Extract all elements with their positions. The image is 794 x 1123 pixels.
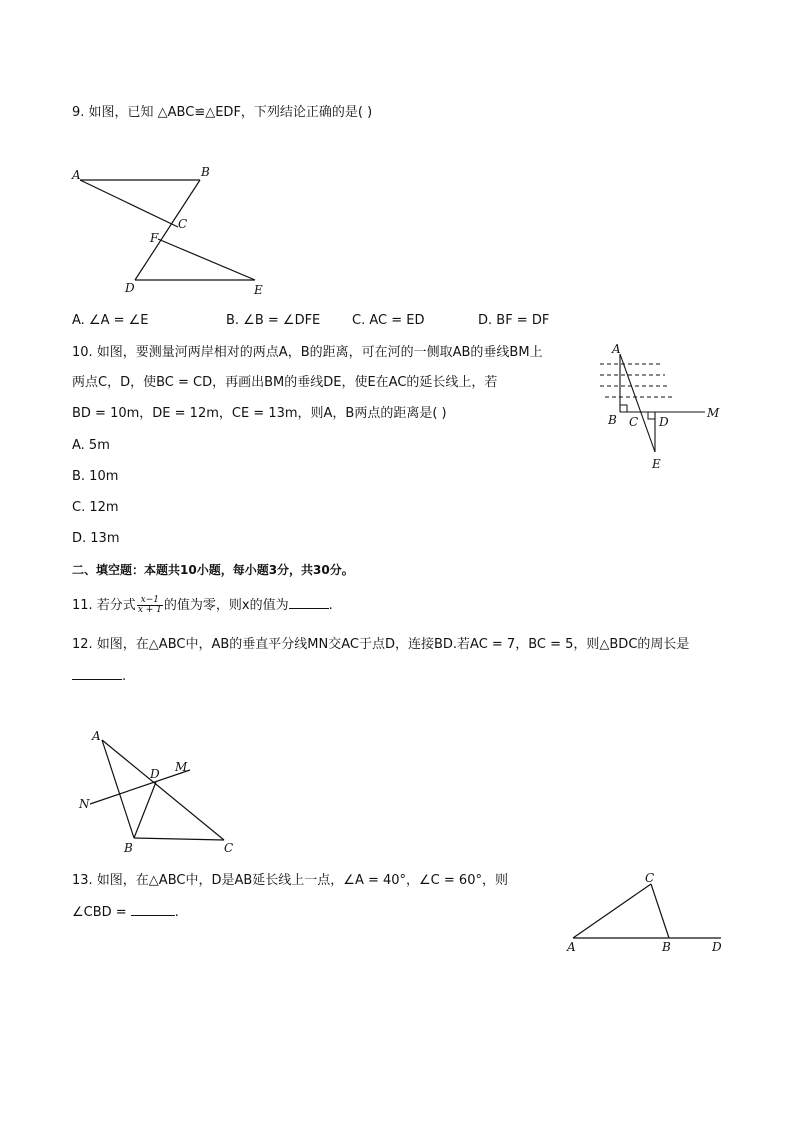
q11-numerator: x−1	[137, 596, 163, 606]
q13-label-d: D	[712, 940, 722, 954]
q10-option-b: B. 10m	[72, 469, 119, 484]
q12-line-1: 12. 如图，在△ABC中，AB的垂直平分线MN交AC于点D，连接BD.若AC = 7，BC = 5，则△BDC的周长是	[72, 637, 690, 652]
q12-answer-blank[interactable]	[72, 667, 122, 680]
q13-answer-blank[interactable]	[131, 903, 175, 916]
q13-label-a: A	[567, 940, 576, 954]
q10-option-c: C. 12m	[72, 500, 119, 515]
q10-option-a: A. 5m	[72, 438, 110, 453]
q10-label-c: C	[629, 415, 639, 429]
q9-label-e: E	[254, 283, 263, 297]
q10-line-2: 两点C，D，使BC = CD，再画出BM的垂线DE，使E在AC的延长线上，若	[72, 375, 498, 390]
q11-pre: 11. 若分式	[72, 598, 136, 613]
q9-figure	[70, 160, 270, 300]
q9-option-a: A. ∠A = ∠E	[72, 313, 149, 328]
q12-end: .	[122, 669, 127, 684]
section-2-heading: 二、填空题：本题共10小题，每小题3分，共30分。	[72, 563, 354, 577]
q11-denominator: x + 1	[137, 605, 162, 615]
q12-label-m: M	[175, 760, 188, 774]
q12-label-a: A	[92, 729, 101, 743]
q10-label-d: D	[659, 415, 669, 429]
q11-fraction	[137, 596, 163, 615]
q10-label-e: E	[652, 457, 661, 471]
q13-label-b: B	[662, 940, 671, 954]
q9-label-d: D	[125, 281, 135, 295]
q9-label-f: F	[150, 231, 159, 245]
q13-end: .	[174, 905, 179, 920]
q12-label-d: D	[150, 767, 160, 781]
q9-label-c: C	[178, 217, 188, 231]
q10-option-d: D. 13m	[72, 531, 120, 546]
q11-end: .	[328, 598, 333, 613]
q9-option-d: D. BF = DF	[478, 313, 550, 328]
q9-label-b: B	[201, 165, 210, 179]
q11-answer-blank[interactable]	[289, 596, 329, 609]
q12-label-b: B	[124, 841, 133, 855]
q13-prefix: ∠CBD =	[72, 905, 127, 920]
q9-stem: 9. 如图，已知 △ABC≌△EDF，下列结论正确的是( )	[72, 105, 373, 120]
q13-line-1: 13. 如图，在△ABC中，D是AB延长线上一点，∠A = 40°，∠C = 60°，则	[72, 873, 508, 888]
q10-line-1: 10. 如图，要测量河两岸相对的两点A，B的距离，可在河的一侧取AB的垂线BM上	[72, 345, 543, 360]
q10-label-m: M	[707, 406, 720, 420]
q12-line-2	[72, 667, 126, 686]
q11-post: 的值为零，则x的值为	[163, 598, 289, 613]
q10-figure	[600, 344, 725, 474]
q12-label-n: N	[79, 797, 90, 811]
q13-label-c: C	[645, 871, 655, 885]
q10-label-b: B	[608, 413, 617, 427]
q9-option-c: C. AC = ED	[352, 313, 425, 328]
q11-line	[72, 596, 333, 615]
q10-line-3: BD = 10m，DE = 12m，CE = 13m，则A，B两点的距离是( )	[72, 406, 447, 421]
q13-line-2	[72, 903, 179, 922]
q13-figure	[563, 870, 728, 960]
q12-figure	[76, 728, 246, 858]
q9-option-b: B. ∠B = ∠DFE	[226, 313, 321, 328]
q10-label-a: A	[612, 342, 621, 356]
q12-label-c: C	[224, 841, 234, 855]
q9-label-a: A	[72, 168, 81, 182]
